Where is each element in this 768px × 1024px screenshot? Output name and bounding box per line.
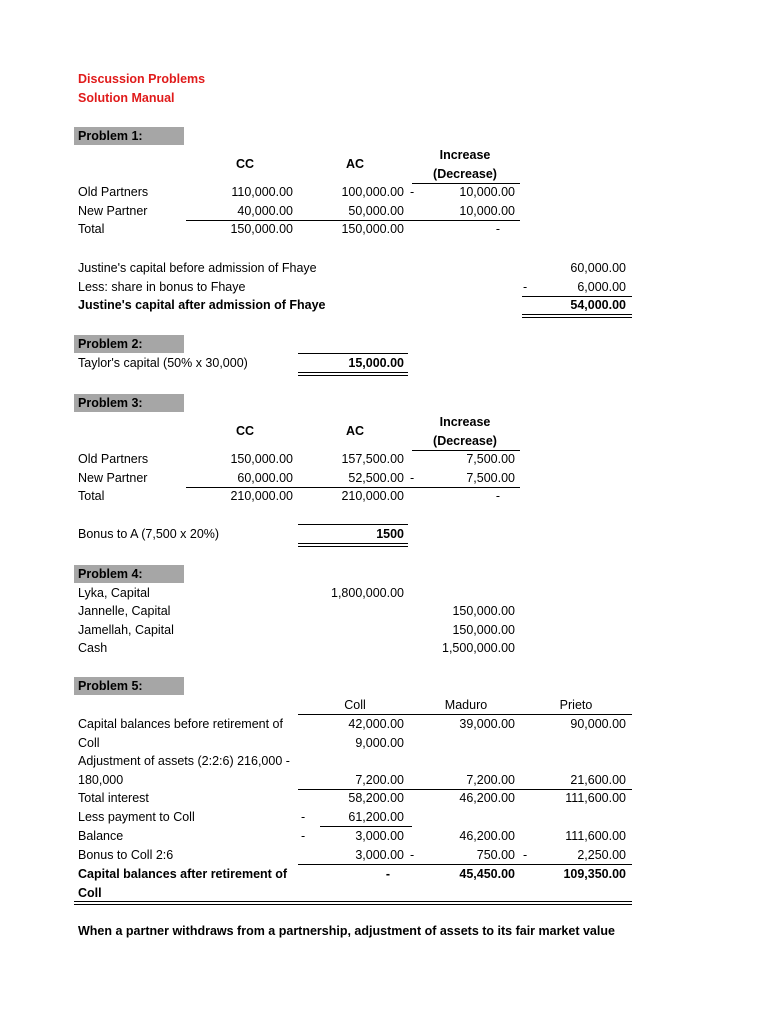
p1-col-cc: CC xyxy=(235,157,255,171)
p4-row-debit: 1,800,000.00 xyxy=(331,586,404,600)
p5-col-maduro: Maduro xyxy=(444,698,488,712)
p4-row-credit: 150,000.00 xyxy=(452,623,515,637)
p3-row-ac: 52,500.00 xyxy=(348,471,404,485)
p1-row-label: Total xyxy=(78,222,105,236)
p5-extra-coll: 9,000.00 xyxy=(355,736,404,750)
p2-value: 15,000.00 xyxy=(348,356,404,370)
p5-double-line xyxy=(74,901,632,905)
p5-bonus-label: Bonus to Coll 2:6 xyxy=(78,848,174,862)
problem-1-header: Problem 1: xyxy=(74,127,184,145)
p1-row-dash: - xyxy=(410,185,415,199)
p5-col-coll: Coll xyxy=(344,698,366,712)
p5-cap-after-label-cont: Coll xyxy=(78,886,102,900)
problem-2-header: Problem 2: xyxy=(74,335,184,353)
p1-row-cc: 40,000.00 xyxy=(237,204,293,218)
p3-bonus-value: 1500 xyxy=(376,527,404,541)
p5-less-payment-label: Less payment to Coll xyxy=(78,810,195,824)
p3-row-cc: 150,000.00 xyxy=(230,452,293,466)
p3-row-cc: 60,000.00 xyxy=(237,471,293,485)
p5-balance-line xyxy=(320,826,412,827)
p4-row-label: Cash xyxy=(78,641,108,655)
p3-row-label: New Partner xyxy=(78,471,148,485)
problem-4-header: Problem 4: xyxy=(74,565,184,583)
p5-cap-before-label-cont: Coll xyxy=(78,736,100,750)
p5-bonus-maduro: 750.00 xyxy=(476,848,515,862)
p5-bonus-coll: 3,000.00 xyxy=(355,848,404,862)
p1-row-inc: 10,000.00 xyxy=(459,185,515,199)
p3-bonus-double-line xyxy=(298,543,408,547)
p2-top-line xyxy=(298,353,408,354)
p1-row-ac: 50,000.00 xyxy=(348,204,404,218)
p3-row-cc: 210,000.00 xyxy=(230,489,293,503)
p5-cap-after-prieto: 109,350.00 xyxy=(563,867,626,881)
p3-col-decrease: (Decrease) xyxy=(433,434,497,448)
p1-row-label: New Partner xyxy=(78,204,148,218)
p1-row-cc: 110,000.00 xyxy=(231,185,293,199)
p3-col-increase: Increase xyxy=(439,415,491,429)
p1-justine-after-value: 54,000.00 xyxy=(570,298,626,312)
p1-col-increase: Increase xyxy=(439,148,491,162)
p1-row-cc: 150,000.00 xyxy=(230,222,293,236)
p5-ti-maduro: 46,200.00 xyxy=(459,791,515,805)
p5-cap-before-prieto: 90,000.00 xyxy=(570,717,626,731)
p3-col-ac: AC xyxy=(345,424,365,438)
p5-balance-dash: - xyxy=(301,829,306,843)
p3-bonus-top-line xyxy=(298,524,408,525)
p3-col-cc: CC xyxy=(235,424,255,438)
p5-adj-coll: 7,200.00 xyxy=(355,773,404,787)
p5-adj-label: Adjustment of assets (2:2:6) 216,000 - xyxy=(78,754,290,768)
p3-bonus-label: Bonus to A (7,500 x 20%) xyxy=(78,527,220,541)
p3-row-ac: 157,500.00 xyxy=(341,452,404,466)
p5-bonus-dash: - xyxy=(410,848,415,862)
p5-cap-after-coll: - xyxy=(385,867,390,881)
p5-balance-maduro: 46,200.00 xyxy=(459,829,515,843)
p5-balance-prieto: 111,600.00 xyxy=(565,829,626,843)
p1-justine-before: Justine's capital before admission of Fhaye xyxy=(78,261,317,275)
p5-adj-prieto: 21,600.00 xyxy=(570,773,626,787)
p1-row-ac: 150,000.00 xyxy=(341,222,404,236)
p5-balance-label: Balance xyxy=(78,829,124,843)
p1-less-share-dash: - xyxy=(523,280,528,294)
p5-bonus-prieto: 2,250.00 xyxy=(577,848,626,862)
problem-5-header: Problem 5: xyxy=(74,677,184,695)
p5-less-payment-dash: - xyxy=(301,810,306,824)
p5-col-prieto: Prieto xyxy=(559,698,593,712)
p5-cap-after-label: Capital balances after retirement of xyxy=(78,867,288,881)
p5-ti-prieto: 111,600.00 xyxy=(565,791,626,805)
p3-row-inc: 7,500.00 xyxy=(466,452,515,466)
p5-cap-before-maduro: 39,000.00 xyxy=(459,717,515,731)
p4-row-credit: 150,000.00 xyxy=(452,604,515,618)
p5-adj-maduro: 7,200.00 xyxy=(466,773,515,787)
problem-3-header: Problem 3: xyxy=(74,394,184,412)
p5-adj-label-cont: 180,000 xyxy=(78,773,124,787)
p5-cap-after-maduro: 45,450.00 xyxy=(459,867,515,881)
p1-col-decrease: (Decrease) xyxy=(433,167,497,181)
p3-row-inc: 7,500.00 xyxy=(466,471,515,485)
p1-row-inc: - xyxy=(495,222,500,236)
p4-row-label: Lyka, Capital xyxy=(78,586,150,600)
p3-row-label: Old Partners xyxy=(78,452,149,466)
p1-col-ac: AC xyxy=(345,157,365,171)
doc-title: Discussion Problems xyxy=(78,72,206,86)
p1-justine-before-value: 60,000.00 xyxy=(570,261,626,275)
p5-header-line xyxy=(298,714,632,715)
p3-row-label: Total xyxy=(78,489,105,503)
p1-less-share: Less: share in bonus to Fhaye xyxy=(78,280,246,294)
p2-label: Taylor's capital (50% x 30,000) xyxy=(78,356,248,370)
p2-double-line xyxy=(298,372,408,376)
p1-justine-after: Justine's capital after admission of Fhaye xyxy=(78,298,326,312)
p5-total-interest-label: Total interest xyxy=(78,791,149,805)
p4-row-label: Jamellah, Capital xyxy=(78,623,174,637)
p5-less-payment-coll: 61,200.00 xyxy=(348,810,404,824)
p5-after-top-line xyxy=(298,864,632,865)
p3-row-dash: - xyxy=(410,471,415,485)
p1-after-double-line xyxy=(522,314,632,318)
p4-row-label: Jannelle, Capital xyxy=(78,604,171,618)
doc-subtitle: Solution Manual xyxy=(78,91,175,105)
p1-row-ac: 100,000.00 xyxy=(341,185,404,199)
p5-ti-coll: 58,200.00 xyxy=(348,791,404,805)
p5-note: When a partner withdraws from a partnership, adjustment of assets to its fair market value xyxy=(78,924,615,938)
p5-cap-before-label: Capital balances before retirement of xyxy=(78,717,283,731)
p1-row-label: Old Partners xyxy=(78,185,149,199)
p5-cap-before-coll: 42,000.00 xyxy=(348,717,404,731)
p3-row-inc: - xyxy=(495,489,500,503)
p1-less-share-value: 6,000.00 xyxy=(577,280,626,294)
p5-balance-coll: 3,000.00 xyxy=(355,829,404,843)
p5-bonus-dash: - xyxy=(523,848,528,862)
p4-row-credit: 1,500,000.00 xyxy=(442,641,515,655)
p1-row-inc: 10,000.00 xyxy=(459,204,515,218)
p3-row-ac: 210,000.00 xyxy=(341,489,404,503)
